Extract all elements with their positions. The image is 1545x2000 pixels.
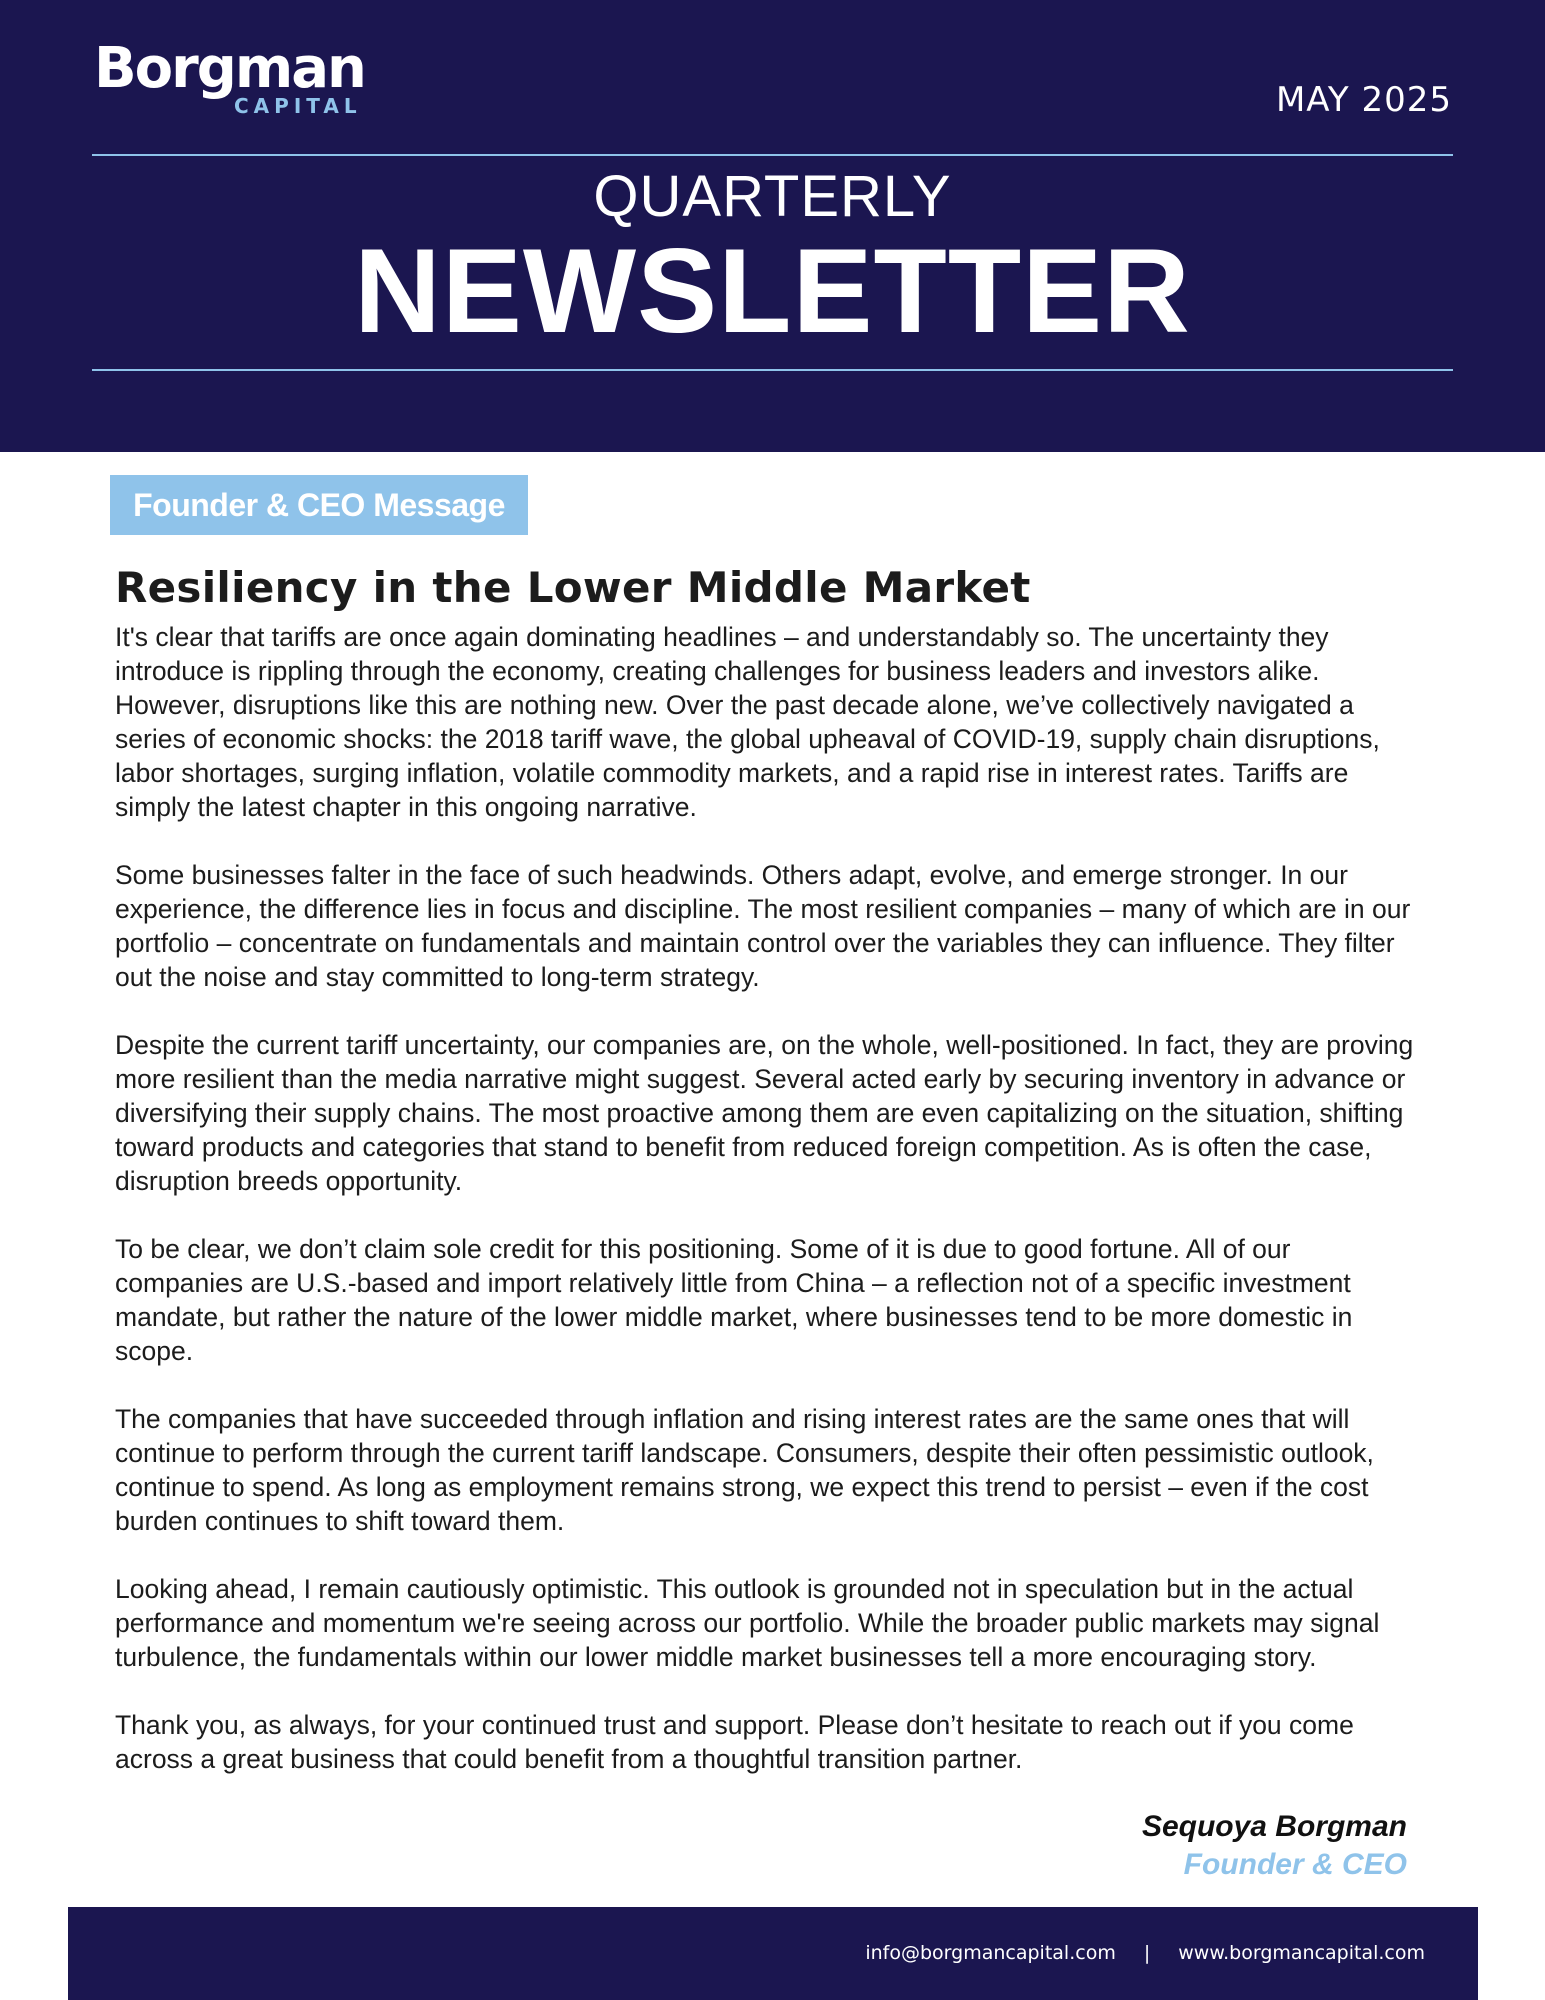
footer-email-link[interactable]: info@borgmancapital.com (865, 1942, 1116, 1964)
article-paragraph: Despite the current tariff uncertainty, our companies are, on the whole, well-positioned. In fact, they are proving more resilient than the media narrative might suggest. Several acted early by securing inventory in advance or diversifying their supply chains. The most proactive among them are even capitalizing on the situation, shifting toward products and categories that stand to benefit from reduced foreign competition. As is often the case, disruption breeds opportunity. (115, 1030, 1414, 1196)
signature-title: Founder & CEO (1183, 1848, 1407, 1881)
newsletter-kicker: QUARTERLY (593, 164, 952, 229)
article-paragraph: Some businesses falter in the face of such headwinds. Others adapt, evolve, and emerge stronger. In our experience, the difference lies in focus and discipline. The most resilient companies – many of which are in our portfolio – concentrate on fundamentals and maintain control over the variables they can influence. They filter out the noise and stay committed to long-term strategy. (115, 860, 1411, 992)
newsletter-title: NEWSLETTER (354, 224, 1191, 358)
section-tag: Founder & CEO Message (110, 475, 528, 535)
signature-name: Sequoya Borgman (1141, 1810, 1407, 1843)
article-paragraph: Looking ahead, I remain cautiously optimistic. This outlook is grounded not in speculation but in the actual performance and momentum we're seeing across our portfolio. While the broader public markets may signal turbulence, the fundamentals within our lower middle market businesses tell a more encouraging story. (115, 1574, 1380, 1672)
footer-contact (865, 1907, 1425, 2000)
company-logo[interactable] (94, 36, 374, 118)
header-banner (0, 0, 1545, 452)
article-headline: Resiliency in the Lower Middle Market (115, 563, 1031, 612)
article-paragraph: It's clear that tariffs are once again dominating headlines – and understandably so. The uncertainty they introduce is rippling through the economy, creating challenges for business leaders and investors alike. However, disruptions like this are nothing new. Over the past decade alone, we’ve collectively navigated a series of economic shocks: the 2018 tariff wave, the global upheaval of COVID-19, supply chain disruptions, labor shortages, surging inflation, volatile commodity markets, and a rapid rise in interest rates. Tariffs are simply the latest chapter in this ongoing narrative. (115, 622, 1380, 822)
header-divider-top (92, 154, 1453, 156)
footer-separator: | (1143, 1942, 1151, 1964)
article-paragraph: To be clear, we don’t claim sole credit for this positioning. Some of it is due to good fortune. All of our companies are U.S.-based and import relatively little from China – a reflection not of a specific investment mandate, but rather the nature of the lower middle market, where businesses tend to be more domestic in scope. (115, 1234, 1353, 1366)
issue-date: MAY 2025 (1275, 80, 1452, 120)
header-divider-bottom (92, 369, 1453, 371)
signature-block (1142, 1808, 1407, 1884)
article-body (115, 620, 1415, 1810)
article-paragraph: Thank you, as always, for your continued trust and support. Please don’t hesitate to reach out if you come across a great business that could benefit from a thoughtful transition partner. (115, 1710, 1354, 1774)
footer-website-link[interactable]: www.borgmancapital.com (1178, 1942, 1425, 1964)
footer-bar (68, 1907, 1478, 2000)
logo-wordmark: Borgman (94, 36, 365, 101)
logo-subtitle: CAPITAL (234, 94, 362, 118)
article-paragraph: The companies that have succeeded through inflation and rising interest rates are the same ones that will continue to perform through the current tariff landscape. Consumers, despite their often pessimistic outlook, continue to spend. As long as employment remains strong, we expect this trend to persist – even if the cost burden continues to shift toward them. (115, 1404, 1374, 1536)
